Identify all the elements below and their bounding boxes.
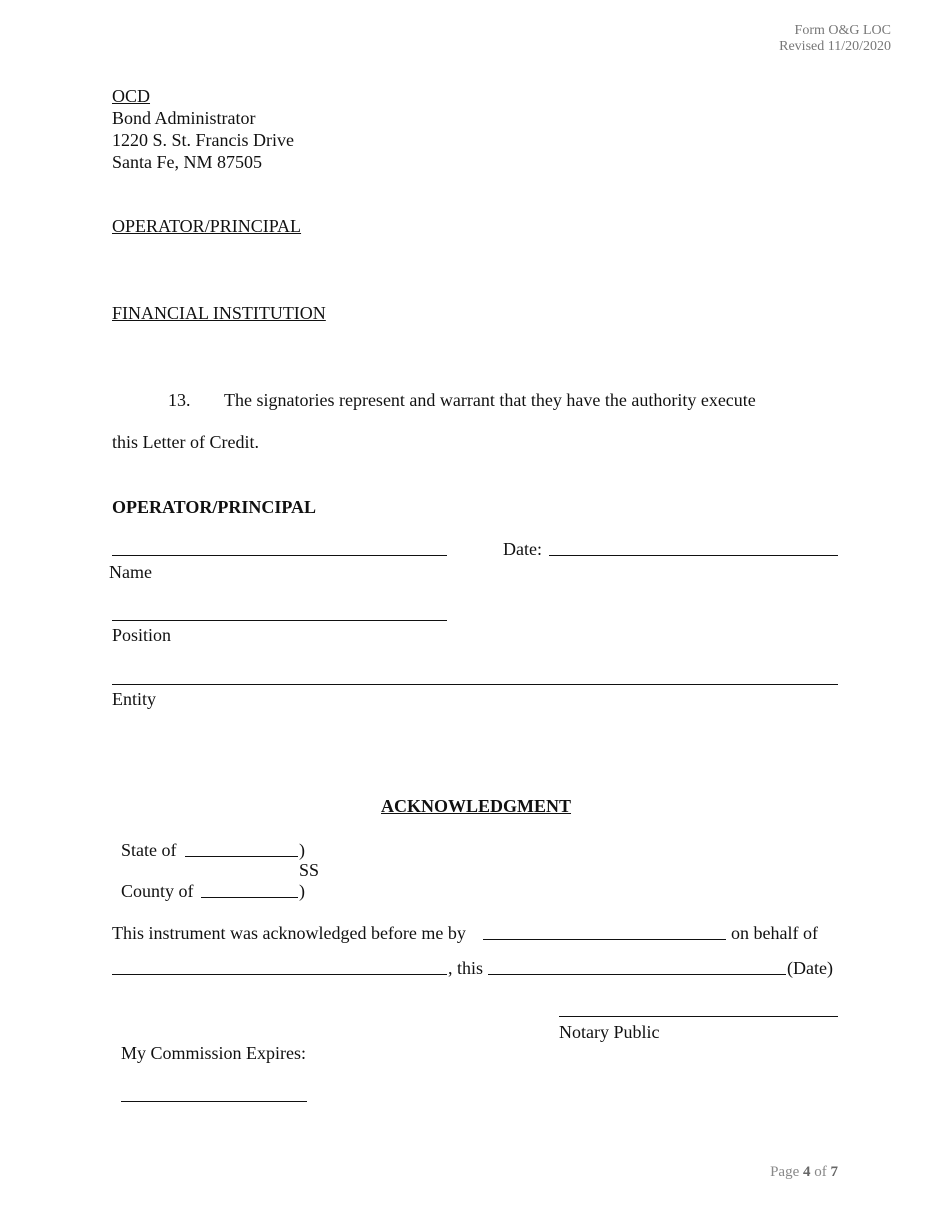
- state-label: State of: [121, 840, 177, 860]
- acknowledged-by-line[interactable]: [483, 939, 726, 940]
- entity-label: Entity: [112, 689, 156, 709]
- name-signature-line[interactable]: [112, 555, 447, 556]
- clause-number: 13.: [168, 390, 191, 410]
- date-line[interactable]: [488, 974, 786, 975]
- page-word: Page: [770, 1164, 800, 1180]
- ss-label: SS: [299, 860, 320, 880]
- on-behalf-text: on behalf of: [731, 923, 818, 943]
- date-signature-line[interactable]: [549, 555, 838, 556]
- commission-label: My Commission Expires:: [121, 1043, 307, 1063]
- addressee-city: Santa Fe, NM 87505: [112, 152, 262, 172]
- operator-heading: OPERATOR/PRINCIPAL: [112, 216, 302, 236]
- name-label: Name: [109, 562, 152, 582]
- page-total: 7: [830, 1164, 838, 1180]
- this-text: , this: [448, 958, 484, 978]
- addressee-org: OCD: [112, 86, 151, 106]
- position-line[interactable]: [112, 620, 447, 621]
- institution-heading: FINANCIAL INSTITUTION: [112, 303, 326, 323]
- date-label: Date:: [503, 539, 542, 559]
- page-number: [770, 1164, 838, 1181]
- clause-text-line1: The signatories represent and warrant that they have the authority execute: [224, 390, 756, 410]
- signature-heading: OPERATOR/PRINCIPAL: [112, 497, 317, 517]
- position-label: Position: [112, 625, 172, 645]
- clause-text-line2: this Letter of Credit.: [112, 432, 259, 452]
- form-reference: [779, 23, 891, 55]
- state-blank[interactable]: [185, 856, 298, 857]
- county-blank[interactable]: [201, 897, 298, 898]
- notary-signature-line[interactable]: [559, 1016, 838, 1017]
- form-name: Form O&G LOC: [794, 23, 891, 38]
- addressee-street: 1220 S. St. Francis Drive: [112, 130, 294, 150]
- state-paren: ): [299, 840, 305, 860]
- addressee-title: Bond Administrator: [112, 108, 256, 128]
- of-word: of: [814, 1164, 827, 1180]
- revised-date: Revised 11/20/2020: [779, 39, 891, 54]
- acknowledgment-heading: ACKNOWLEDGMENT: [381, 796, 572, 816]
- date-text: (Date): [787, 958, 833, 978]
- county-paren: ): [299, 881, 305, 901]
- instrument-text: This instrument was acknowledged before me by: [112, 923, 466, 943]
- commission-expires-line[interactable]: [121, 1101, 307, 1102]
- county-label: County of: [121, 881, 194, 901]
- page-current: 4: [803, 1164, 811, 1180]
- behalf-of-line[interactable]: [112, 974, 447, 975]
- entity-line[interactable]: [112, 684, 838, 685]
- notary-label: Notary Public: [559, 1022, 660, 1042]
